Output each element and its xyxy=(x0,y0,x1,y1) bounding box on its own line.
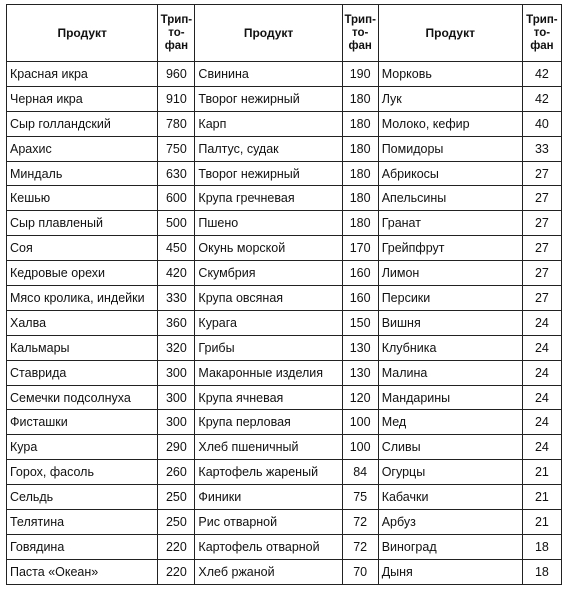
tryptophan-cell: 75 xyxy=(342,485,378,510)
header-tryptophan-line2: то- xyxy=(168,26,185,39)
tryptophan-cell: 450 xyxy=(158,236,195,261)
table-row xyxy=(7,559,562,584)
product-cell: Морковь xyxy=(378,62,522,87)
tryptophan-cell: 420 xyxy=(158,261,195,286)
tryptophan-cell: 130 xyxy=(342,360,378,385)
header-tryptophan-col1 xyxy=(158,5,195,62)
product-cell: Творог нежирный xyxy=(195,86,342,111)
tryptophan-cell: 72 xyxy=(342,510,378,535)
product-cell: Макаронные изделия xyxy=(195,360,342,385)
tryptophan-cell: 780 xyxy=(158,111,195,136)
product-cell: Крупа перловая xyxy=(195,410,342,435)
product-cell: Арахис xyxy=(7,136,158,161)
product-cell: Творог нежирный xyxy=(195,161,342,186)
table-row xyxy=(7,385,562,410)
product-cell: Палтус, судак xyxy=(195,136,342,161)
table-row xyxy=(7,335,562,360)
header-tryptophan-line2: то- xyxy=(352,26,369,39)
header-tryptophan-line2: то- xyxy=(533,26,551,39)
product-cell: Мясо кролика, индейки xyxy=(7,286,158,311)
product-cell: Миндаль xyxy=(7,161,158,186)
product-cell: Клубника xyxy=(378,335,522,360)
tryptophan-cell: 42 xyxy=(522,62,561,87)
tryptophan-cell: 500 xyxy=(158,211,195,236)
tryptophan-cell: 160 xyxy=(342,286,378,311)
product-cell: Паста «Океан» xyxy=(7,559,158,584)
tryptophan-cell: 18 xyxy=(522,534,561,559)
table-row xyxy=(7,410,562,435)
product-cell: Курага xyxy=(195,310,342,335)
tryptophan-cell: 24 xyxy=(522,360,561,385)
header-tryptophan-line1: Трип- xyxy=(344,13,376,26)
header-tryptophan-line1: Трип- xyxy=(526,13,558,26)
table-row xyxy=(7,460,562,485)
product-cell: Черная икра xyxy=(7,86,158,111)
product-cell: Абрикосы xyxy=(378,161,522,186)
table-row xyxy=(7,286,562,311)
header-product-col3: Продукт xyxy=(378,5,522,62)
product-cell: Мед xyxy=(378,410,522,435)
product-cell: Крупа овсяная xyxy=(195,286,342,311)
product-cell: Кура xyxy=(7,435,158,460)
tryptophan-cell: 27 xyxy=(522,186,561,211)
product-cell: Окунь морской xyxy=(195,236,342,261)
product-cell: Малина xyxy=(378,360,522,385)
product-cell: Арбуз xyxy=(378,510,522,535)
tryptophan-cell: 100 xyxy=(342,410,378,435)
tryptophan-cell: 180 xyxy=(342,136,378,161)
tryptophan-cell: 220 xyxy=(158,559,195,584)
tryptophan-cell: 300 xyxy=(158,385,195,410)
table-row xyxy=(7,310,562,335)
product-cell: Крупа ячневая xyxy=(195,385,342,410)
table-row xyxy=(7,186,562,211)
table-row xyxy=(7,136,562,161)
table-row xyxy=(7,86,562,111)
tryptophan-cell: 180 xyxy=(342,186,378,211)
tryptophan-cell: 27 xyxy=(522,261,561,286)
product-cell: Фисташки xyxy=(7,410,158,435)
tryptophan-cell: 150 xyxy=(342,310,378,335)
table-row xyxy=(7,261,562,286)
tryptophan-cell: 250 xyxy=(158,485,195,510)
product-cell: Апельсины xyxy=(378,186,522,211)
tryptophan-cell: 24 xyxy=(522,435,561,460)
tryptophan-cell: 320 xyxy=(158,335,195,360)
tryptophan-cell: 84 xyxy=(342,460,378,485)
tryptophan-cell: 72 xyxy=(342,534,378,559)
header-tryptophan-col3 xyxy=(522,5,561,62)
header-row xyxy=(7,5,562,62)
tryptophan-cell: 180 xyxy=(342,211,378,236)
tryptophan-table xyxy=(6,4,562,585)
product-cell: Рис отварной xyxy=(195,510,342,535)
table-row xyxy=(7,62,562,87)
product-cell: Кедровые орехи xyxy=(7,261,158,286)
tryptophan-cell: 24 xyxy=(522,410,561,435)
tryptophan-cell: 300 xyxy=(158,410,195,435)
tryptophan-cell: 27 xyxy=(522,161,561,186)
tryptophan-cell: 330 xyxy=(158,286,195,311)
tryptophan-cell: 250 xyxy=(158,510,195,535)
table-row xyxy=(7,534,562,559)
tryptophan-cell: 33 xyxy=(522,136,561,161)
header-tryptophan-line3: фан xyxy=(530,39,554,52)
header-tryptophan-col2 xyxy=(342,5,378,62)
product-cell: Скумбрия xyxy=(195,261,342,286)
product-cell: Персики xyxy=(378,286,522,311)
product-cell: Грибы xyxy=(195,335,342,360)
product-cell: Сливы xyxy=(378,435,522,460)
product-cell: Семечки подсолнуха xyxy=(7,385,158,410)
product-cell: Говядина xyxy=(7,534,158,559)
header-tryptophan-line1: Трип- xyxy=(160,13,193,26)
product-cell: Огурцы xyxy=(378,460,522,485)
tryptophan-cell: 24 xyxy=(522,385,561,410)
table-row xyxy=(7,485,562,510)
product-cell: Финики xyxy=(195,485,342,510)
tryptophan-cell: 130 xyxy=(342,335,378,360)
product-cell: Ставрида xyxy=(7,360,158,385)
table-header xyxy=(7,5,562,62)
tryptophan-cell: 27 xyxy=(522,236,561,261)
table-row xyxy=(7,510,562,535)
tryptophan-cell: 18 xyxy=(522,559,561,584)
product-cell: Картофель жареный xyxy=(195,460,342,485)
tryptophan-cell: 21 xyxy=(522,510,561,535)
product-cell: Картофель отварной xyxy=(195,534,342,559)
tryptophan-cell: 170 xyxy=(342,236,378,261)
tryptophan-cell: 120 xyxy=(342,385,378,410)
tryptophan-cell: 27 xyxy=(522,211,561,236)
tryptophan-cell: 180 xyxy=(342,86,378,111)
header-product-col2: Продукт xyxy=(195,5,342,62)
product-cell: Горох, фасоль xyxy=(7,460,158,485)
product-cell: Молоко, кефир xyxy=(378,111,522,136)
tryptophan-cell: 300 xyxy=(158,360,195,385)
table-row xyxy=(7,111,562,136)
product-cell: Мандарины xyxy=(378,385,522,410)
product-cell: Сыр голландский xyxy=(7,111,158,136)
tryptophan-cell: 40 xyxy=(522,111,561,136)
product-cell: Красная икра xyxy=(7,62,158,87)
product-cell: Телятина xyxy=(7,510,158,535)
table-body xyxy=(7,62,562,585)
header-tryptophan-line3: фан xyxy=(348,39,372,52)
table-row xyxy=(7,236,562,261)
product-cell: Соя xyxy=(7,236,158,261)
product-cell: Вишня xyxy=(378,310,522,335)
product-cell: Сыр плавленый xyxy=(7,211,158,236)
tryptophan-cell: 750 xyxy=(158,136,195,161)
product-cell: Карп xyxy=(195,111,342,136)
product-cell: Сельдь xyxy=(7,485,158,510)
tryptophan-cell: 21 xyxy=(522,460,561,485)
product-cell: Виноград xyxy=(378,534,522,559)
product-cell: Крупа гречневая xyxy=(195,186,342,211)
tryptophan-cell: 100 xyxy=(342,435,378,460)
tryptophan-cell: 24 xyxy=(522,335,561,360)
table-row xyxy=(7,435,562,460)
tryptophan-cell: 960 xyxy=(158,62,195,87)
tryptophan-cell: 360 xyxy=(158,310,195,335)
product-cell: Свинина xyxy=(195,62,342,87)
product-cell: Кешью xyxy=(7,186,158,211)
product-cell: Хлеб пшеничный xyxy=(195,435,342,460)
product-cell: Хлеб ржаной xyxy=(195,559,342,584)
product-cell: Грейпфрут xyxy=(378,236,522,261)
tryptophan-cell: 600 xyxy=(158,186,195,211)
header-product-col1: Продукт xyxy=(7,5,158,62)
tryptophan-cell: 42 xyxy=(522,86,561,111)
product-cell: Лимон xyxy=(378,261,522,286)
tryptophan-cell: 910 xyxy=(158,86,195,111)
product-cell: Гранат xyxy=(378,211,522,236)
table-row xyxy=(7,211,562,236)
tryptophan-cell: 70 xyxy=(342,559,378,584)
product-cell: Кальмары xyxy=(7,335,158,360)
tryptophan-cell: 160 xyxy=(342,261,378,286)
header-tryptophan-line3: фан xyxy=(164,39,189,52)
tryptophan-cell: 180 xyxy=(342,161,378,186)
product-cell: Помидоры xyxy=(378,136,522,161)
tryptophan-cell: 220 xyxy=(158,534,195,559)
tryptophan-cell: 180 xyxy=(342,111,378,136)
tryptophan-cell: 260 xyxy=(158,460,195,485)
tryptophan-cell: 27 xyxy=(522,286,561,311)
tryptophan-cell: 24 xyxy=(522,310,561,335)
product-cell: Пшено xyxy=(195,211,342,236)
tryptophan-cell: 290 xyxy=(158,435,195,460)
product-cell: Халва xyxy=(7,310,158,335)
table-row xyxy=(7,161,562,186)
product-cell: Дыня xyxy=(378,559,522,584)
table-row xyxy=(7,360,562,385)
tryptophan-cell: 190 xyxy=(342,62,378,87)
tryptophan-cell: 21 xyxy=(522,485,561,510)
product-cell: Лук xyxy=(378,86,522,111)
tryptophan-cell: 630 xyxy=(158,161,195,186)
product-cell: Кабачки xyxy=(378,485,522,510)
